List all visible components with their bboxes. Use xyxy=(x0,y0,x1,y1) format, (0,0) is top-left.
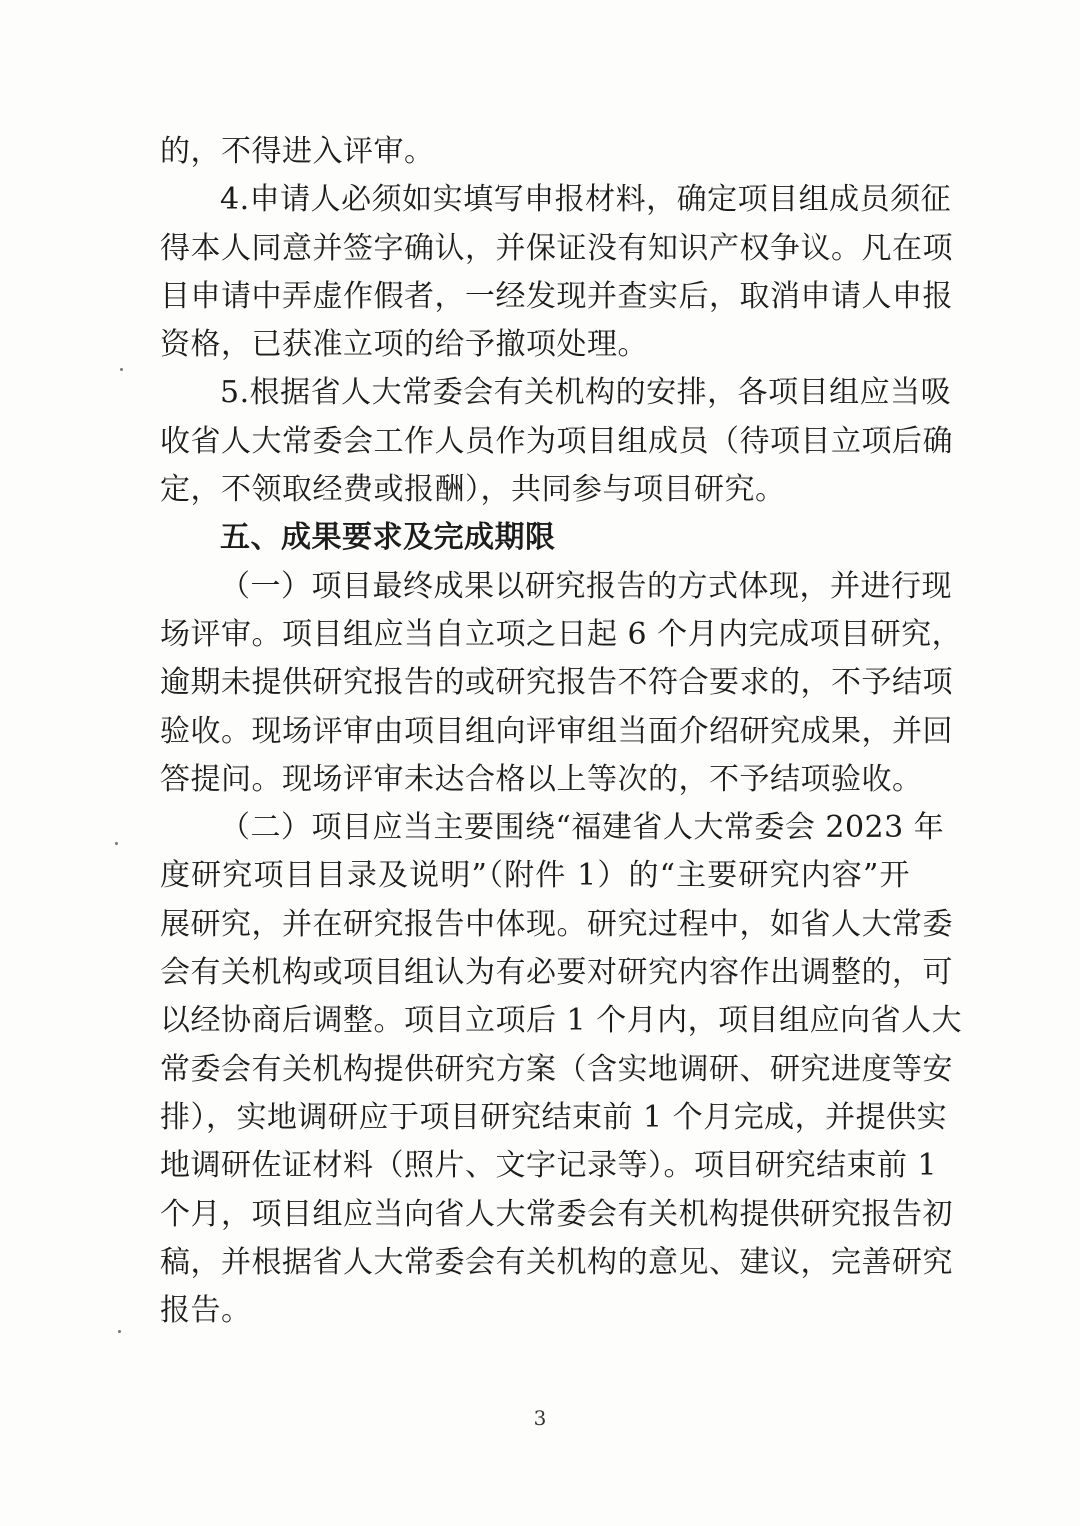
text-line: （一）项目最终成果以研究报告的方式体现，并进行现 xyxy=(220,568,952,604)
text-line: 排），实地调研应于项目研究结束前 1 个月完成，并提供实 xyxy=(160,1099,948,1135)
text-line: 个月，项目组应当向省人大常委会有关机构提供研究报告初 xyxy=(160,1196,953,1232)
section-heading: 五、成果要求及完成期限 xyxy=(220,520,556,556)
text-line: 会有关机构或项目组认为有必要对研究内容作出调整的，可 xyxy=(160,955,953,991)
text-line: 4.申请人必须如实填写申报材料，确定项目组成员须征 xyxy=(220,182,952,218)
scan-speck xyxy=(118,1330,121,1333)
text-line: 资格，已获准立项的给予撤项处理。 xyxy=(160,327,648,363)
text-line: 答提问。现场评审未达合格以上等次的，不予结项验收。 xyxy=(160,761,923,797)
text-line: （二）项目应当主要围绕“福建省人大常委会 2023 年 xyxy=(220,810,945,846)
text-line: 场评审。项目组应当自立项之日起 6 个月内完成项目研究， xyxy=(160,616,963,652)
text-line: 稿，并根据省人大常委会有关机构的意见、建议，完善研究 xyxy=(160,1244,953,1280)
scan-speck xyxy=(115,842,118,845)
scan-speck xyxy=(120,368,123,371)
text-line: 逾期未提供研究报告的或研究报告不符合要求的，不予结项 xyxy=(160,665,953,701)
text-line: 5.根据省人大常委会有关机构的安排，各项目组应当吸 xyxy=(220,375,952,411)
text-line: 报告。 xyxy=(160,1293,252,1329)
text-line: 度研究项目目录及说明”（附件 1）的“主要研究内容”开 xyxy=(160,858,910,894)
text-line: 的，不得进入评审。 xyxy=(160,134,435,169)
text-line: 地调研佐证材料（照片、文字记录等）。项目研究结束前 1 xyxy=(160,1148,938,1184)
text-line: 目申请中弄虚作假者，一经发现并查实后，取消申请人申报 xyxy=(160,278,953,314)
text-line: 得本人同意并签字确认，并保证没有知识产权争议。凡在项 xyxy=(160,230,953,266)
text-line: 常委会有关机构提供研究方案（含实地调研、研究进度等安 xyxy=(160,1051,953,1087)
text-line: 验收。现场评审由项目组向评审组当面介绍研究成果，并回 xyxy=(160,713,953,749)
page-number: 3 xyxy=(533,1406,547,1430)
text-line: 以经协商后调整。项目立项后 1 个月内，项目组应向省人大 xyxy=(160,1003,963,1039)
text-line: 收省人大常委会工作人员作为项目组成员（待项目立项后确 xyxy=(160,423,953,459)
text-line: 展研究，并在研究报告中体现。研究过程中，如省人大常委 xyxy=(160,906,953,942)
document-body xyxy=(160,128,963,1335)
text-line: 定，不领取经费或报酬），共同参与项目研究。 xyxy=(160,472,786,508)
